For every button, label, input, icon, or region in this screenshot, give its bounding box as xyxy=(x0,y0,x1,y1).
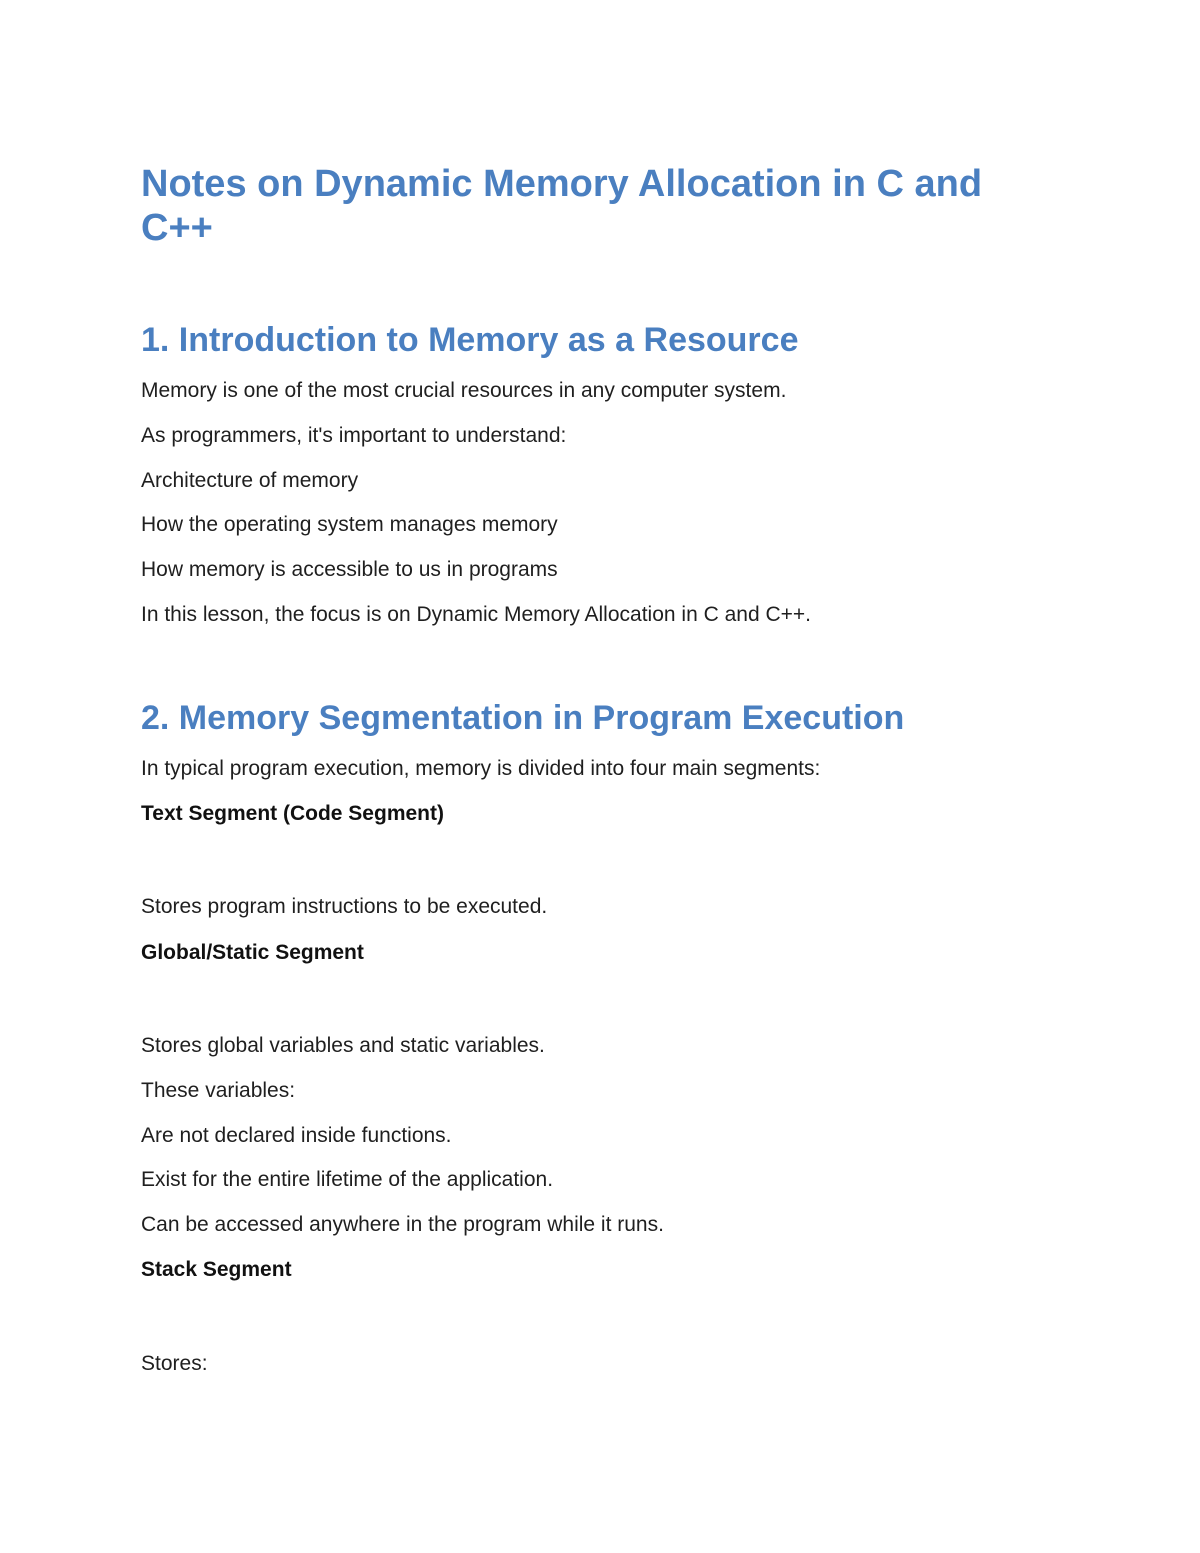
global-segment-line-3: Are not declared inside functions. xyxy=(141,1124,452,1147)
global-segment-label: Global/Static Segment xyxy=(141,941,364,964)
section-1-line-3: Architecture of memory xyxy=(141,469,359,492)
text-segment-line-1: Stores program instructions to be executed. xyxy=(141,895,548,918)
section-1-line-2: As programmers, it's important to understand: xyxy=(141,424,567,447)
global-segment-line-5: Can be accessed anywhere in the program while it runs. xyxy=(141,1213,664,1236)
section-1-heading: 1. Introduction to Memory as a Resource xyxy=(141,321,799,359)
text-segment-label: Text Segment (Code Segment) xyxy=(141,802,444,825)
section-1-line-6: In this lesson, the focus is on Dynamic Memory Allocation in C and C++. xyxy=(141,603,811,626)
section-1-line-5: How memory is accessible to us in programs xyxy=(141,558,558,581)
stack-segment-line-1: Stores: xyxy=(141,1352,208,1375)
section-1-line-1: Memory is one of the most crucial resources in any computer system. xyxy=(141,379,787,402)
stack-segment-label: Stack Segment xyxy=(141,1258,292,1281)
document-title: Notes on Dynamic Memory Allocation in C and C++ xyxy=(141,163,983,249)
global-segment-line-1: Stores global variables and static variables. xyxy=(141,1034,545,1057)
section-2-intro: In typical program execution, memory is divided into four main segments: xyxy=(141,757,821,780)
global-segment-line-4: Exist for the entire lifetime of the application. xyxy=(141,1168,554,1191)
global-segment-line-2: These variables: xyxy=(141,1079,296,1102)
section-1-line-4: How the operating system manages memory xyxy=(141,513,558,536)
section-2-heading: 2. Memory Segmentation in Program Execution xyxy=(141,699,905,737)
